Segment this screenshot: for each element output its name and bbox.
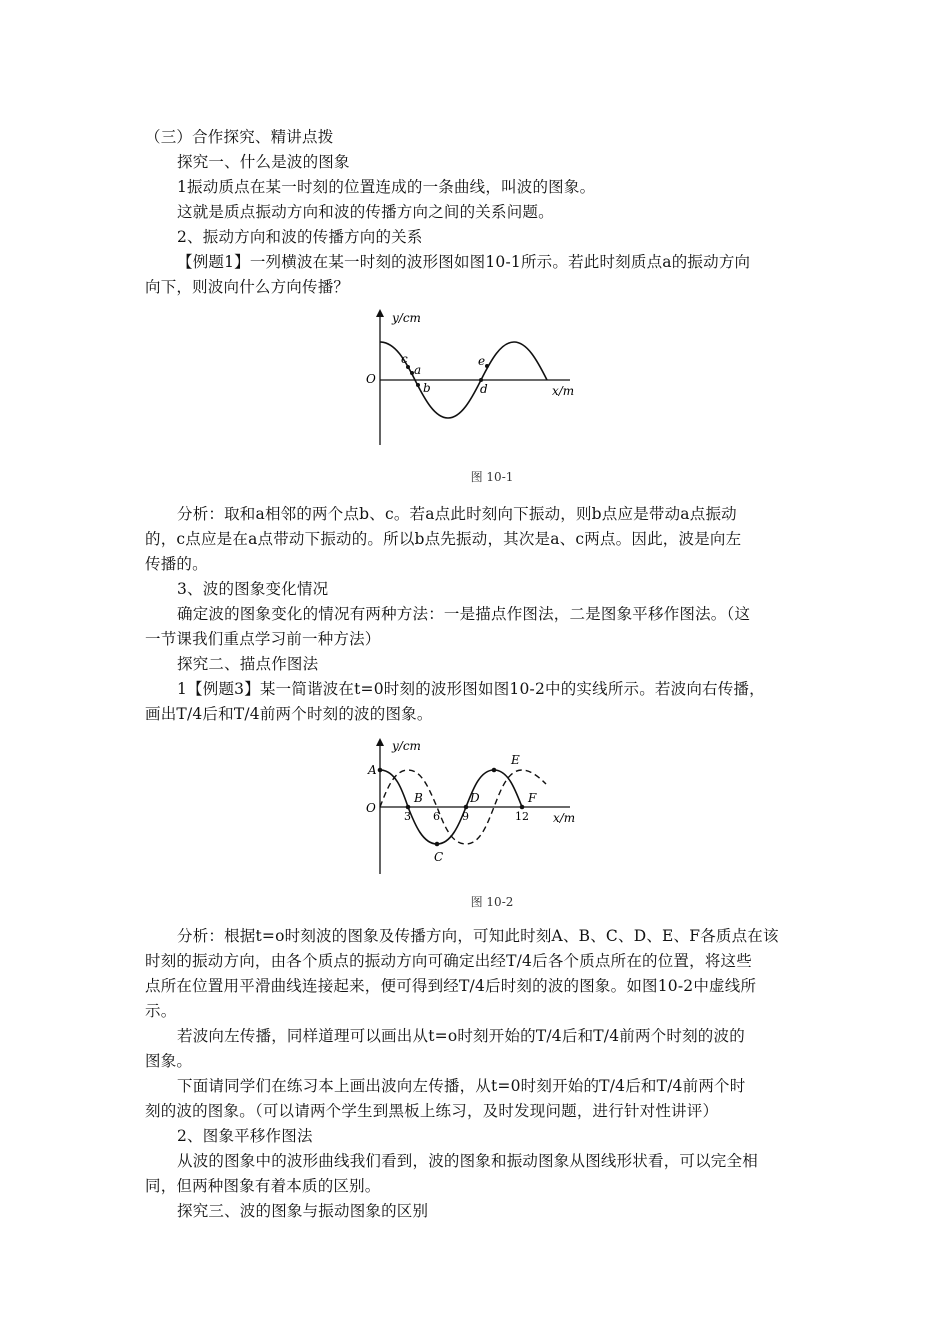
point-F — [520, 805, 525, 810]
paragraph-heading: 3、波的图象变化情况 — [177, 580, 329, 598]
paragraph-line: 向下，则波向什么方向传播？ — [145, 278, 350, 296]
paragraph-line: 若波向左传播，同样道理可以画出从t=o时刻开始的T/4后和T/4前两个时刻的波的 — [177, 1027, 745, 1045]
paragraph-line: 下面请同学们在练习本上画出波向左传播，从t=0时刻开始的T/4后和T/4前两个时 — [177, 1077, 746, 1095]
point-label-c: c — [401, 352, 408, 366]
point-A — [378, 768, 383, 773]
point-label-d: d — [480, 382, 488, 396]
origin-label: O — [366, 372, 376, 386]
point-D — [464, 805, 469, 810]
point-label-B: B — [414, 791, 423, 805]
figure-caption: 图 10-2 — [470, 895, 514, 909]
paragraph-line: 的，c点应是在a点带动下振动的。所以b点先振动，其次是a、c两点。因此，波是向左 — [145, 530, 742, 548]
x-tick-label: 12 — [515, 810, 529, 823]
subsection-heading: 探究三、波的图象与振动图象的区别 — [177, 1202, 429, 1220]
wave-figure-10-2 — [360, 734, 590, 879]
x-tick-label: 6 — [433, 810, 440, 823]
paragraph-line: 示。 — [145, 1002, 177, 1020]
y-axis-arrow — [376, 309, 384, 317]
paragraph-line: 同，但两种图象有着本质的区别。 — [145, 1177, 381, 1195]
paragraph-heading: 2、振动方向和波的传播方向的关系 — [177, 228, 423, 246]
paragraph-line: 时刻的振动方向，由各个质点的振动方向可确定出经T/4后各个质点所在的位置，将这些 — [145, 952, 752, 970]
paragraph-line: 这就是质点振动方向和波的传播方向之间的关系问题。 — [177, 203, 554, 221]
point-label-a: a — [414, 363, 422, 377]
x-tick-label: 3 — [404, 810, 411, 823]
subsection-heading: 探究二、描点作图法 — [177, 655, 319, 673]
point-b — [416, 383, 420, 387]
wave-figure-10-1 — [360, 305, 590, 455]
point-label-e: e — [478, 354, 486, 368]
paragraph-line: 点所在位置用平滑曲线连接起来，便可得到经T/4后时刻的波的图象。如图10-2中虚线所 — [145, 977, 757, 995]
point-e — [485, 364, 489, 368]
point-label-A: A — [368, 763, 377, 777]
paragraph-line: 刻的波的图象。（可以请两个学生到黑板上练习，及时发现问题，进行针对性讲评） — [145, 1102, 719, 1120]
paragraph-line: 一节课我们重点学习前一种方法） — [145, 630, 381, 648]
point-label-b: b — [423, 381, 431, 395]
y-axis-label: y/cm — [392, 739, 421, 753]
paragraph-line: 分析：取和a相邻的两个点b、c。若a点此时刻向下振动，则b点应是带动a点振动 — [177, 505, 737, 523]
paragraph-line: 1【例题3】某一简谐波在t=0时刻的波形图如图10-2中的实线所示。若波向右传播， — [177, 680, 765, 698]
paragraph-heading: 2、图象平移作图法 — [177, 1127, 313, 1145]
x-axis-label: x/m — [552, 384, 575, 398]
paragraph-line: 画出T/4后和T/4前两个时刻的波的图象。 — [145, 705, 433, 723]
point-label-F: F — [528, 791, 537, 805]
y-axis-label: y/cm — [392, 311, 421, 325]
paragraph-line: 1振动质点在某一时刻的位置连成的一条曲线，叫波的图象。 — [177, 178, 596, 196]
point-E — [492, 768, 497, 773]
paragraph-line: 从波的图象中的波形曲线我们看到，波的图象和振动图象从图线形状看，可以完全相 — [177, 1152, 758, 1170]
origin-label: O — [366, 801, 376, 815]
paragraph-line: 【例题1】一列横波在某一时刻的波形图如图10-1所示。若此时刻质点a的振动方向 — [177, 253, 751, 271]
paragraph-line: 确定波的图象变化的情况有两种方法：一是描点作图法，二是图象平移作图法。（这 — [177, 605, 751, 623]
point-C — [435, 842, 440, 847]
y-axis-arrow — [376, 738, 384, 746]
point-label-D: D — [470, 791, 480, 805]
figure-caption: 图 10-1 — [470, 470, 514, 484]
subsection-heading: 探究一、什么是波的图象 — [177, 153, 350, 171]
point-label-E: E — [511, 753, 520, 767]
section-heading: （三）合作探究、精讲点拨 — [145, 128, 334, 146]
point-label-C: C — [434, 850, 444, 864]
paragraph-line: 图象。 — [145, 1052, 193, 1070]
paragraph-line: 传播的。 — [145, 555, 208, 573]
x-tick-label: 9 — [462, 810, 469, 823]
point-B — [406, 805, 411, 810]
x-axis-label: x/m — [553, 811, 576, 825]
paragraph-line: 分析：根据t=o时刻波的图象及传播方向，可知此时刻A、B、C、D、E、F各质点在该 — [177, 927, 779, 945]
